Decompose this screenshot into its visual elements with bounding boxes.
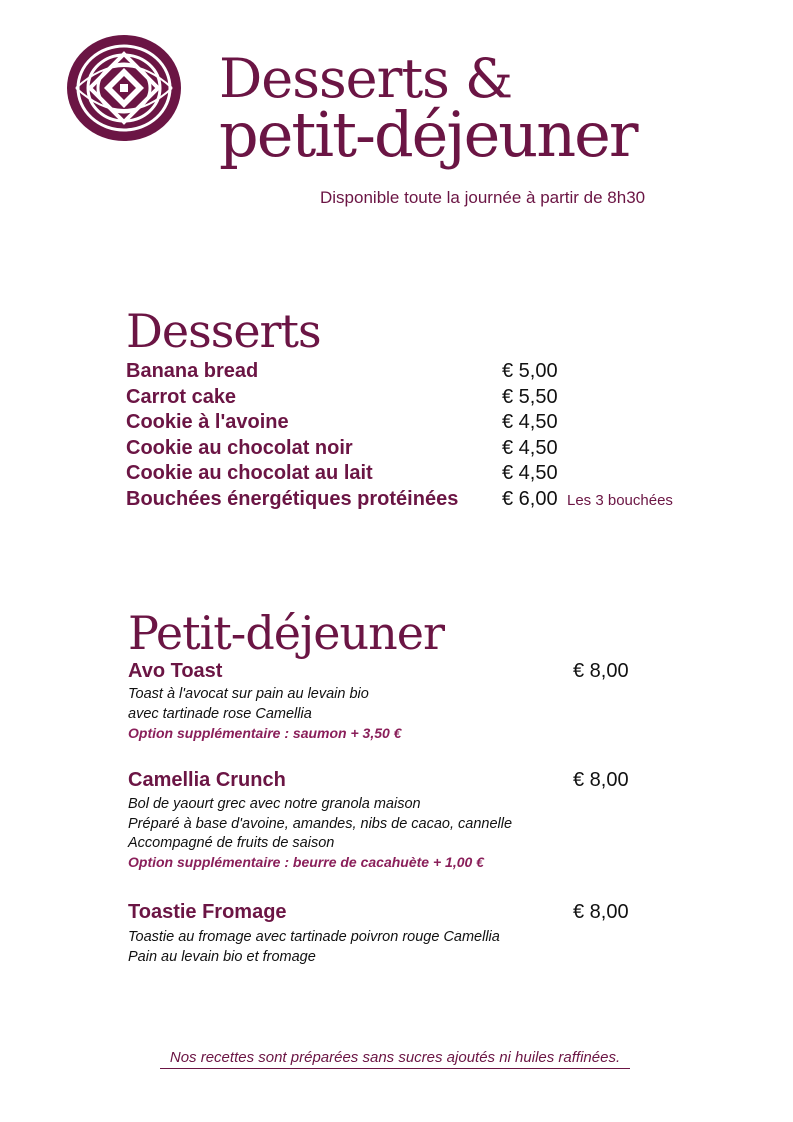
- item-name: Bouchées énergétiques protéinées: [126, 487, 459, 510]
- item-name: Banana bread: [126, 360, 259, 382]
- item-price: € 6,00: [502, 487, 558, 510]
- item-price: € 8,00: [573, 769, 629, 791]
- menu-item-dessert: [126, 386, 726, 411]
- item-option: Option supplémentaire : saumon + 3,50 €: [128, 725, 402, 741]
- item-price: € 5,00: [502, 360, 558, 382]
- item-name: Toastie Fromage: [128, 901, 287, 923]
- page-title-line1: Desserts &: [219, 47, 513, 110]
- item-price: € 8,00: [573, 660, 629, 682]
- item-description-line: Toast à l'avocat sur pain au levain bio: [128, 686, 369, 702]
- item-description-line: Accompagné de fruits de saison: [128, 835, 335, 851]
- item-name: Carrot cake: [126, 385, 237, 408]
- menu-item-dessert: [126, 488, 726, 513]
- page-title-line2: petit-déjeuner: [219, 98, 637, 171]
- item-price: € 8,00: [573, 901, 629, 923]
- item-name: Avo Toast: [128, 660, 223, 682]
- breakfast-section-title: Petit-déjeuner: [128, 606, 444, 660]
- item-option: Option supplémentaire : beurre de cacahuète + 1,00 €: [128, 854, 484, 870]
- item-price: € 4,50: [502, 436, 558, 459]
- item-description-line: Bol de yaourt grec avec notre granola maison: [128, 796, 421, 812]
- item-description-line: Pain au levain bio et fromage: [128, 948, 316, 965]
- availability-subtitle: Disponible toute la journée à partir de 8h30: [320, 188, 646, 207]
- item-description-line: avec tartinade rose Camellia: [128, 706, 312, 722]
- item-price: € 4,50: [502, 411, 558, 433]
- menu-item-dessert: [126, 411, 726, 436]
- desserts-section-title: Desserts: [126, 304, 321, 358]
- menu-item-dessert: [126, 462, 726, 487]
- item-name: Cookie au chocolat au lait: [126, 462, 373, 484]
- item-name: Cookie à l'avoine: [126, 411, 289, 433]
- item-description-line: Toastie au fromage avec tartinade poivron rouge Camellia: [128, 929, 500, 945]
- item-name: Camellia Crunch: [128, 769, 286, 791]
- item-note: Les 3 bouchées: [567, 491, 673, 509]
- footer-note: Nos recettes sont préparées sans sucres ajoutés ni huiles raffinées.: [160, 1049, 630, 1069]
- item-name: Cookie au chocolat noir: [126, 436, 353, 459]
- menu-item-dessert: [126, 360, 726, 385]
- camellia-logo: [66, 34, 182, 142]
- menu-item-dessert: [126, 437, 726, 462]
- item-description-line: Préparé à base d'avoine, amandes, nibs de cacao, cannelle: [128, 815, 513, 832]
- item-price: € 5,50: [502, 385, 558, 408]
- item-price: € 4,50: [502, 462, 558, 484]
